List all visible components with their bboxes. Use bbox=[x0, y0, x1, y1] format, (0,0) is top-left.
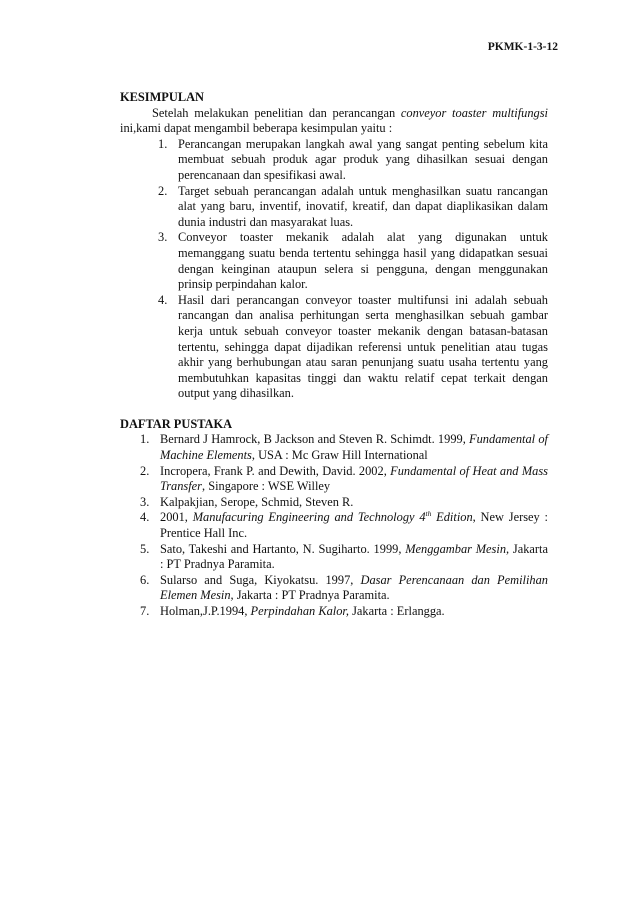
reference-title: Manufacuring Engineering and Technology 4 bbox=[192, 510, 426, 525]
reference-item bbox=[140, 572, 548, 604]
reference-publisher: , USA : Mc Graw Hill International bbox=[251, 448, 428, 463]
reference-item bbox=[140, 432, 548, 463]
list-item bbox=[158, 136, 548, 184]
reference-number: 2. bbox=[140, 463, 150, 478]
reference-text: Incropera, Frank P. and Dewith, David. 2002, bbox=[160, 463, 391, 478]
reference-number: 1. bbox=[140, 432, 150, 447]
reference-text: Sularso and Suga, Kiyokatsu. 1997, bbox=[160, 572, 361, 587]
reference-item bbox=[140, 604, 548, 620]
reference-superscript: th bbox=[425, 509, 432, 519]
intro-italic: conveyor toaster multifungsi bbox=[400, 105, 548, 120]
reference-text: Sato, Takeshi and Hartanto, N. Sugiharto. 1999, bbox=[160, 541, 406, 556]
reference-publisher: , Singapore : WSE Willey bbox=[202, 479, 331, 494]
reference-publisher: Jakarta : PT Pradnya Paramita. bbox=[160, 541, 548, 572]
list-number: 4. bbox=[158, 292, 168, 307]
reference-number: 5. bbox=[140, 541, 150, 556]
list-number: 2. bbox=[158, 183, 168, 198]
reference-list bbox=[120, 432, 548, 619]
reference-title: Fundamental of Heat and Mass Transfer bbox=[160, 463, 548, 494]
reference-text: Kalpakjian, Serope, Schmid, Steven R. bbox=[160, 494, 354, 509]
reference-item bbox=[140, 541, 548, 573]
reference-number: 7. bbox=[140, 604, 150, 618]
page-code: PKMK-1-3-12 bbox=[487, 41, 558, 53]
reference-title: Fundamental of Machine Elements bbox=[160, 432, 548, 463]
reference-publisher: Jakarta : PT Pradnya Paramita. bbox=[233, 588, 390, 603]
reference-title: Perpindahan Kalor, bbox=[250, 604, 349, 618]
list-item bbox=[158, 292, 548, 402]
reference-text: Holman,J.P.1994, bbox=[160, 604, 251, 618]
reference-publisher: , New Jersey : Prentice Hall Inc. bbox=[160, 510, 548, 541]
list-text: Hasil dari perancangan conveyor toaster multifunsi ini adalah sebuah rancangan dan analisa perhitungan serta menghasilkan sebuah gambar kerja untuk sebuah conveyor toaster mekanik dengan batasan-batasan tertentu, sehingga dapat dijadikan referensi untuk penelitian atau tugas akhir yang berhubungan atau saran penunjang suatu usaha tertentu yang membutuhkan kapasitas tinggi dan waktu relatif cepat terkait dengan output yang dihasilkan. bbox=[178, 292, 548, 401]
document-body bbox=[120, 90, 548, 620]
reference-item bbox=[140, 463, 548, 495]
intro-text-2: ini,kami dapat mengambil beberapa kesimpulan yaitu : bbox=[120, 121, 393, 136]
list-item bbox=[158, 230, 548, 292]
list-item bbox=[158, 183, 548, 231]
reference-item bbox=[140, 509, 548, 541]
list-text: Perancangan merupakan langkah awal yang sangat penting sebelum kita membuat sebuah produk agar produk yang dihasilkan sesuai dengan perencanaan dan spesifikasi awal. bbox=[178, 136, 548, 182]
intro-text-1: Setelah melakukan penelitian dan perancangan bbox=[152, 105, 401, 120]
reference-item bbox=[140, 494, 548, 511]
list-number: 3. bbox=[158, 230, 168, 245]
reference-title-suffix: Edition bbox=[431, 510, 473, 525]
reference-number: 3. bbox=[140, 494, 150, 509]
list-text: Target sebuah perancangan adalah untuk menghasilkan suatu rancangan alat yang baru, inventif, inovatif, kreatif, dan dapat diaplikasikan dalam dunia industri dan masyarakat luas. bbox=[178, 183, 548, 229]
reference-number: 4. bbox=[140, 510, 150, 525]
reference-number: 6. bbox=[140, 572, 150, 587]
list-text: Conveyor toaster mekanik adalah alat yang digunakan untuk memanggang suatu benda tertentu sehingga hasil yang didapatkan sesuai dengan keinginan ataupun selera si pengguna, dengan menggunakan prinsip perpindahan kalor. bbox=[178, 230, 548, 292]
reference-text: Bernard J Hamrock, B Jackson and Steven R. Schimdt. 1999, bbox=[160, 432, 470, 447]
reference-title: Dasar Perencanaan dan Pemilihan Elemen Mesin, bbox=[160, 572, 548, 603]
conclusion-list bbox=[120, 137, 548, 402]
list-number: 1. bbox=[158, 136, 168, 151]
kesimpulan-intro bbox=[120, 106, 548, 137]
reference-title: Menggambar Mesin, bbox=[405, 541, 510, 556]
daftar-pustaka-heading: DAFTAR PUSTAKA bbox=[120, 416, 233, 431]
reference-text: 2001, bbox=[160, 510, 193, 525]
reference-publisher: Jakarta : Erlangga. bbox=[348, 604, 445, 618]
kesimpulan-heading: KESIMPULAN bbox=[120, 90, 204, 104]
